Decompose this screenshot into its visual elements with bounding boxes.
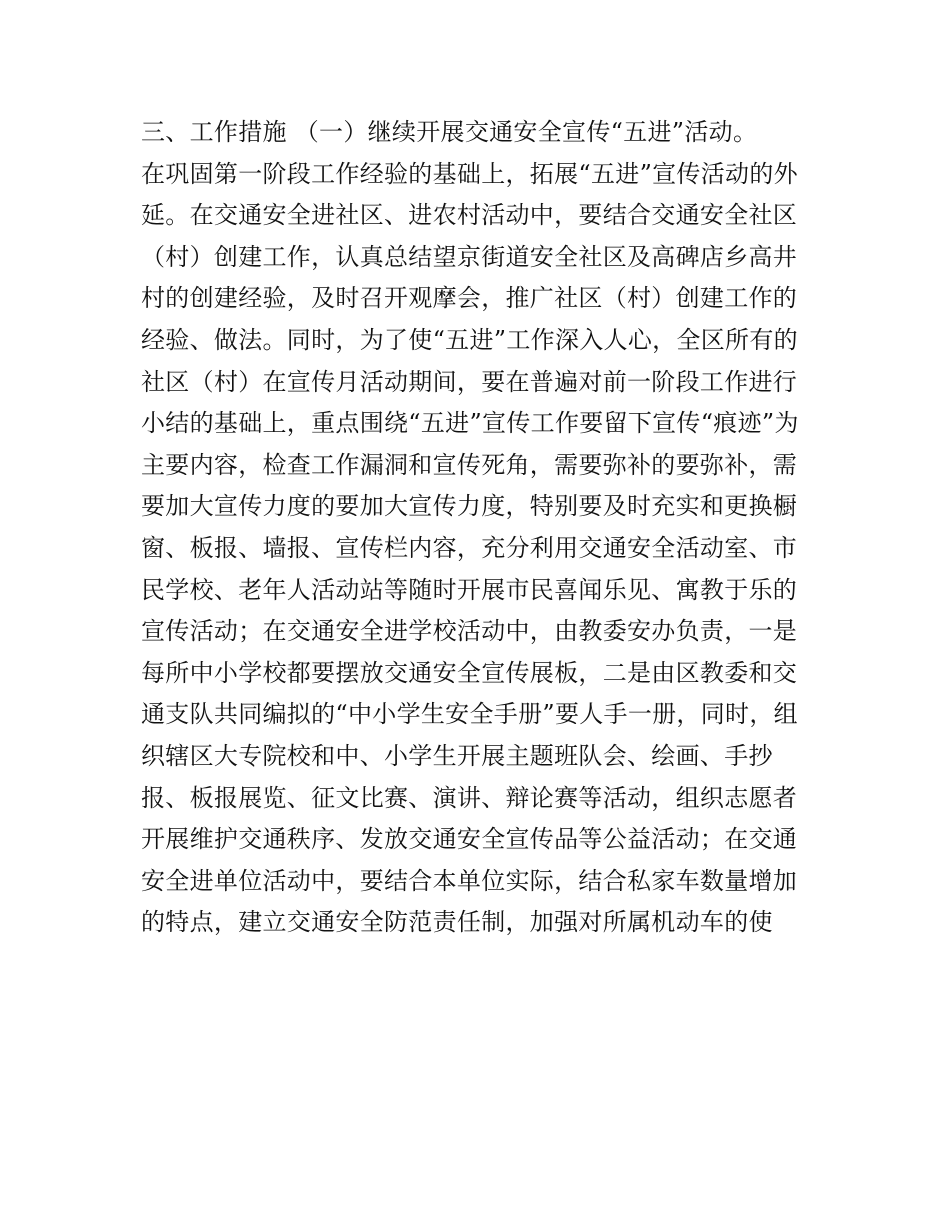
text-line: 安全进单位活动中，要结合本单位实际，结合私家车数量增加 — [141, 866, 798, 895]
text-line: 通支队共同编拟的“中小学生安全手册”要人手一册，同时，组 — [141, 700, 798, 729]
text-line: 在巩固第一阶段工作经验的基础上，拓展“五进”宣传活动的外 — [141, 159, 798, 188]
text-line: 窗、板报、墙报、宣传栏内容，充分利用交通安全活动室、市 — [141, 533, 798, 562]
text-line: 的特点，建立交通安全防范责任制，加强对所属机动车的使 — [141, 908, 773, 937]
text-line: 要加大宣传力度的要加大宣传力度，特别要及时充实和更换橱 — [141, 492, 798, 521]
text-line: 延。在交通安全进社区、进农村活动中，要结合交通安全社区 — [141, 201, 798, 230]
text-line: 社区（村）在宣传月活动期间，要在普遍对前一阶段工作进行 — [141, 367, 798, 396]
text-line: 报、板报展览、征文比赛、演讲、辩论赛等活动，组织志愿者 — [141, 783, 798, 812]
text-line: 开展维护交通秩序、发放交通安全宣传品等公益活动；在交通 — [141, 825, 798, 854]
body-text — [141, 112, 821, 944]
text-line: 主要内容，检查工作漏洞和宣传死角，需要弥补的要弥补，需 — [141, 450, 798, 479]
text-line: 织辖区大专院校和中、小学生开展主题班队会、绘画、手抄 — [141, 741, 773, 770]
text-line: 民学校、老年人活动站等随时开展市民喜闻乐见、寓教于乐的 — [141, 575, 798, 604]
text-line: 三、工作措施 （一）继续开展交通安全宣传“五进”活动。 — [141, 118, 758, 146]
text-line: 村的创建经验，及时召开观摩会，推广社区（村）创建工作的 — [141, 284, 798, 313]
text-line: 小结的基础上，重点围绕“五进”宣传工作要留下宣传“痕迹”为 — [141, 409, 799, 438]
text-line: 经验、做法。同时，为了使“五进”工作深入人心，全区所有的 — [141, 325, 798, 354]
text-line: 宣传活动；在交通安全进学校活动中，由教委安办负责，一是 — [141, 617, 798, 646]
text-line: （村）创建工作，认真总结望京街道安全社区及高碑店乡高井 — [141, 242, 798, 271]
text-line: 每所中小学校都要摆放交通安全宣传展板，二是由区教委和交 — [141, 658, 798, 687]
